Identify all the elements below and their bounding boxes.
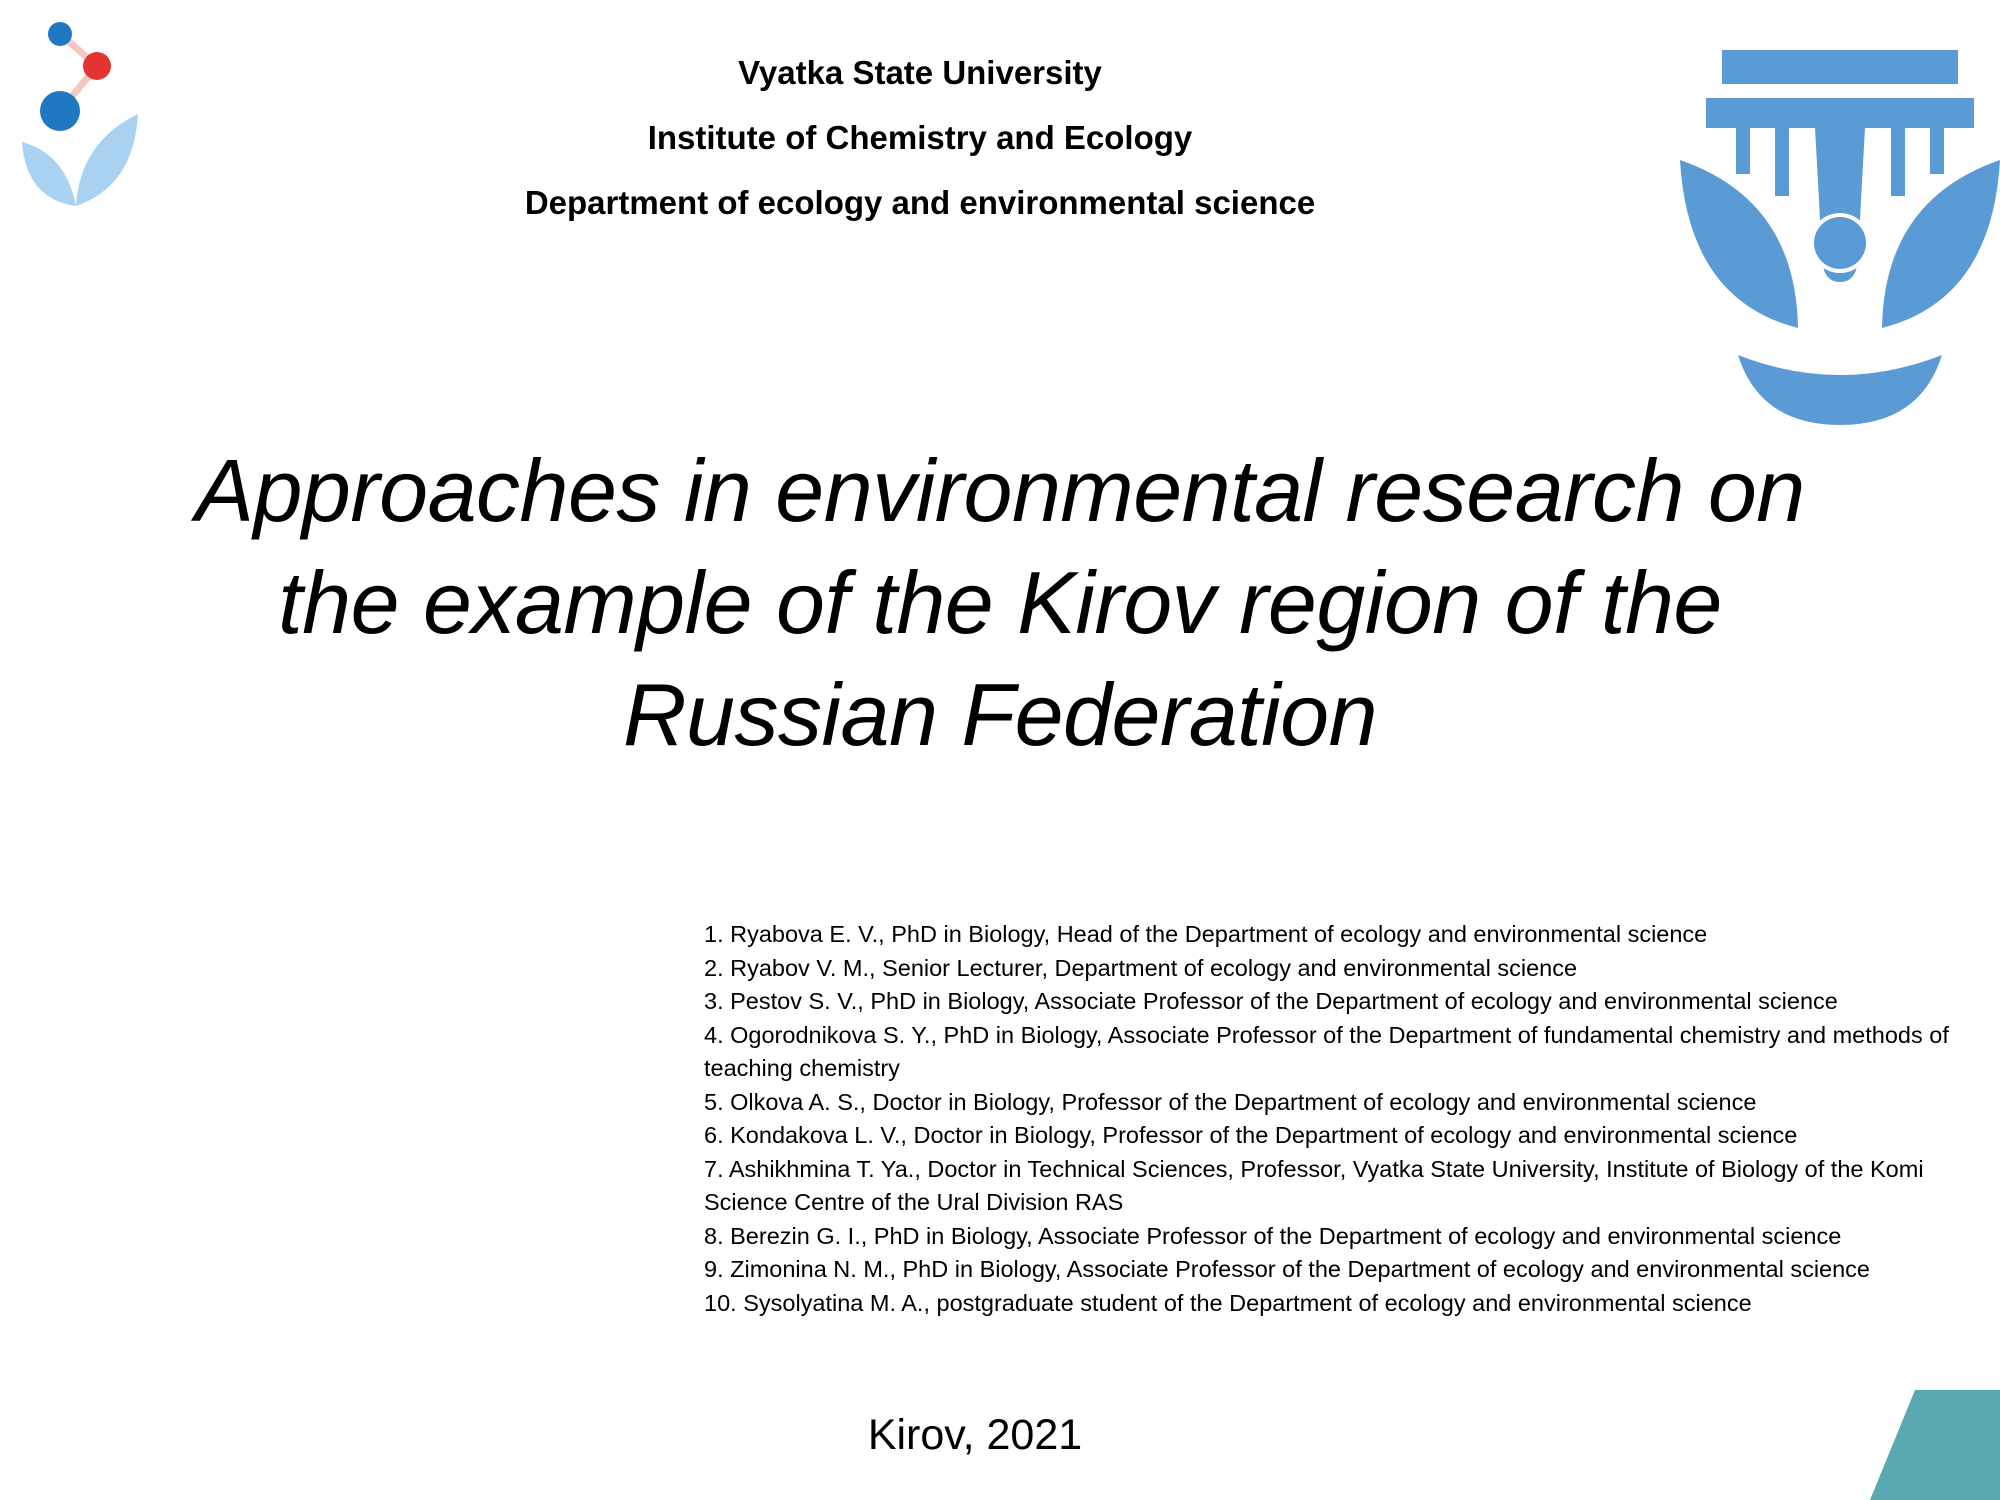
authors-list: [704, 918, 1964, 1320]
presentation-title: [140, 435, 1860, 771]
author-item: 4. Ogorodnikova S. Y., PhD in Biology, Associate Professor of the Department of fundamental chemistry and methods of teaching chemistry: [704, 1021, 1949, 1081]
author-item: 2. Ryabov V. M., Senior Lecturer, Department of ecology and environmental science: [704, 954, 1578, 981]
department-name: Department of ecology and environmental science: [524, 184, 1316, 221]
author-item: 9. Zimonina N. M., PhD in Biology, Associate Professor of the Department of ecology and environmental science: [704, 1256, 1871, 1282]
institute-name: Institute of Chemistry and Ecology: [647, 119, 1193, 156]
university-logo-icon: [1680, 50, 2000, 425]
corner-decoration-icon: [1870, 1390, 2000, 1500]
university-name: Vyatka State University: [738, 54, 1102, 91]
author-item: 1. Ryabova E. V., PhD in Biology, Head of the Department of ecology and environmental science: [704, 921, 1708, 947]
author-item: 7. Ashikhmina T. Ya., Doctor in Technical Sciences, Professor, Vyatka State University, Institute of Biology of the Komi Science Centre of the Ural Division RAS: [704, 1155, 1924, 1215]
institution-header: [420, 40, 1420, 235]
author-item: 5. Olkova A. S., Doctor in Biology, Professor of the Department of ecology and environmental science: [704, 1088, 1757, 1115]
author-item: 6. Kondakova L. V., Doctor in Biology, Professor of the Department of ecology and environmental science: [704, 1122, 1798, 1148]
title-line-3: Russian Federation: [622, 665, 1378, 764]
author-item: 8. Berezin G. I., PhD in Biology, Associate Professor of the Department of ecology and environmental science: [704, 1222, 1842, 1249]
author-item: 10. Sysolyatina M. A., postgraduate student of the Department of ecology and environmental science: [704, 1289, 1752, 1316]
institute-logo-icon: [14, 14, 144, 214]
title-line-1: Approaches in environmental research on: [195, 441, 1805, 540]
place-and-date: Kirov, 2021: [867, 1411, 1083, 1459]
author-item: 3. Pestov S. V., PhD in Biology, Associate Professor of the Department of ecology and environmental science: [704, 988, 1838, 1014]
title-line-2: the example of the Kirov region of the: [278, 553, 1722, 652]
